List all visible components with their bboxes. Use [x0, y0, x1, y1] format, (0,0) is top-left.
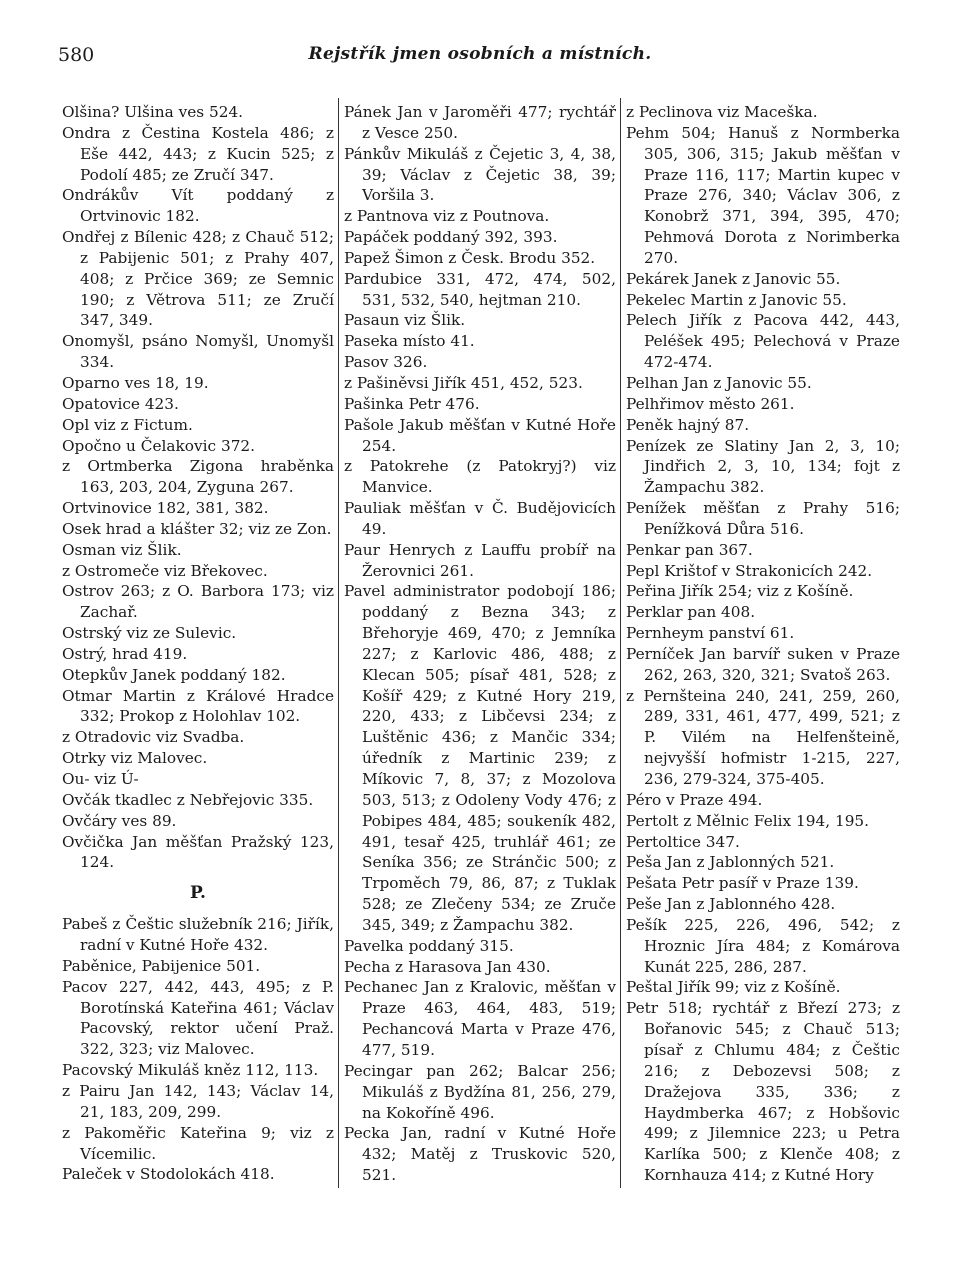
- index-entry: Pašole Jakub měšťan v Kutné Hoře 254.: [344, 415, 616, 455]
- index-entry: Pacov 227, 442, 443, 495; z P. Borotínská Kateřina 461; Václav Pacovský, rektor učení Praž. 322, 323; viz Malovec.: [62, 977, 334, 1059]
- index-entry: Opl viz z Fictum.: [62, 415, 193, 434]
- index-entry: z Ortmberka Zigona hraběnka 163, 203, 204, Zyguna 267.: [62, 457, 334, 497]
- index-entry: Opatovice 423.: [62, 394, 179, 413]
- index-entry: Ostrý, hrad 419.: [62, 644, 188, 663]
- index-entry: Pecha z Harasova Jan 430.: [344, 957, 551, 976]
- index-entry: Pertolt z Mělnic Felix 194, 195.: [626, 811, 870, 830]
- index-entry: Ovčáry ves 89.: [62, 811, 177, 830]
- column-divider: [620, 98, 621, 1188]
- index-entry: Pasov 326.: [344, 353, 428, 372]
- index-entry: Perníček Jan barvíř suken v Praze 262, 263, 320, 321; Svatoš 263.: [626, 644, 900, 684]
- index-entry: Perklar pan 408.: [626, 603, 756, 622]
- index-column-2: [344, 102, 616, 1186]
- index-entry: z Patokrehe (z Patokryj?) viz Manvice.: [344, 457, 616, 497]
- index-entry: Ondra z Čestina Kostela 486; z Eše 442, 443; z Kucin 525; z Podolí 485; ze Zručí 347.: [62, 123, 334, 184]
- index-entry: Penkar pan 367.: [626, 540, 753, 559]
- index-entry: Pabeš z Češtic služebník 216; Jiřík, radní v Kutné Hoře 432.: [62, 915, 334, 955]
- index-entry: Onomyšl, psáno Nomyšl, Unomyšl 334.: [62, 332, 334, 372]
- column-divider: [338, 98, 339, 1188]
- index-entry: Penízek ze Slatiny Jan 2, 3, 10; Jindřich 2, 3, 10, 134; fojt z Žampachu 382.: [626, 436, 900, 497]
- index-entry: Opočno u Čelakovic 372.: [62, 436, 256, 455]
- index-entry: Peřina Jiřík 254; viz z Košíně.: [626, 582, 854, 601]
- index-entry: Osek hrad a klášter 32; viz ze Zon.: [62, 519, 332, 538]
- index-entry: Pecka Jan, radní v Kutné Hoře 432; Matěj z Truskovic 520, 521.: [344, 1124, 616, 1185]
- index-entry: Pecingar pan 262; Balcar 256; Mikuláš z Bydžína 81, 256, 279, na Kokoříně 496.: [344, 1061, 616, 1122]
- index-entry: z Peclinova viz Maceška.: [626, 103, 818, 121]
- index-entry: Ondřej z Bílenic 428; z Chauč 512; z Pabijenic 501; z Prahy 407, 408; z Prčice 369; ze Semnic 190; z Větrova 511; ze Zručí 347, 349.: [62, 228, 334, 330]
- index-entry: Pašinka Petr 476.: [344, 394, 480, 413]
- index-entry: Pelhan Jan z Janovic 55.: [626, 373, 812, 392]
- index-entry: Osman viz Šlik.: [62, 540, 182, 559]
- index-entry: Otmar Martin z Králové Hradce 332; Prokop z Holohlav 102.: [62, 686, 334, 726]
- index-entry: Pernheym panství 61.: [626, 624, 795, 643]
- index-entry: Paur Henrych z Lauffu probíř na Žerovnici 261.: [344, 540, 616, 580]
- index-column-1: [62, 102, 334, 1185]
- index-entry: Pelhřimov město 261.: [626, 394, 795, 413]
- index-entry: Penížek měšťan z Prahy 516; Penížková Důra 516.: [626, 499, 900, 538]
- index-entry: z Otradovic viz Svadba.: [62, 728, 245, 747]
- index-entry: Pešata Petr pasíř v Praze 139.: [626, 874, 859, 893]
- index-entry: Ovčák tkadlec z Nebřejovic 335.: [62, 790, 314, 809]
- index-entry: Ostrov 263; z O. Barbora 173; viz Zachař.: [62, 582, 334, 622]
- index-entry: Papáček poddaný 392, 393.: [344, 228, 558, 247]
- index-entry: Pepl Krištof v Strakonicích 242.: [626, 561, 873, 580]
- index-entry: Papež Šimon z Česk. Brodu 352.: [344, 248, 596, 267]
- section-heading: P.: [190, 883, 206, 904]
- index-entry: Pešík 225, 226, 496, 542; z Hroznic Jíra 484; z Komárova Kunát 225, 286, 287.: [626, 915, 900, 976]
- index-entry: Pánkův Mikuláš z Čejetic 3, 4, 38, 39; Václav z Čejetic 38, 39; Voršila 3.: [344, 144, 616, 205]
- index-entry: Paseka místo 41.: [344, 332, 475, 351]
- index-entry: Pardubice 331, 472, 474, 502, 531, 532, 540, hejtman 210.: [344, 269, 616, 309]
- index-entry: Peněk hajný 87.: [626, 415, 750, 434]
- index-entry: Pauliak měšťan v Č. Budějovicích 49.: [344, 499, 616, 538]
- index-entry: Pertoltice 347.: [626, 832, 740, 851]
- index-entry: Pasaun viz Šlik.: [344, 311, 466, 330]
- index-entry: Olšina? Ulšina ves 524.: [62, 103, 244, 121]
- index-entry: Ortvinovice 182, 381, 382.: [62, 499, 269, 518]
- index-entry: Peše Jan z Jablonného 428.: [626, 895, 836, 914]
- index-entry: Ostrský viz ze Sulevic.: [62, 624, 237, 643]
- index-entry: z Pantnova viz z Poutnova.: [344, 207, 550, 226]
- index-entry: Ondrákův Vít poddaný z Ortvinovic 182.: [62, 186, 334, 226]
- index-entry: Pacovský Mikuláš kněz 112, 113.: [62, 1061, 319, 1080]
- index-entry: Paleček v Stodolokách 418.: [62, 1165, 275, 1184]
- page-header: [58, 44, 902, 78]
- index-entry: Pánek Jan v Jaroměři 477; rychtář z Vesce 250.: [344, 103, 616, 142]
- index-entry: z Pernšteina 240, 241, 259, 260, 289, 331, 461, 477, 499, 521; z P. Vilém na Helfenšteině, nejvyšší hofmistr 1-215, 227, 236, 279-324, 375-405.: [626, 686, 900, 788]
- index-entry: Pavelka poddaný 315.: [344, 936, 514, 955]
- index-entry: Pechanec Jan z Kralovic, měšťan v Praze 463, 464, 483, 519; Pechancová Marta v Praze 476, 477, 519.: [344, 978, 616, 1059]
- index-entry: Oparno ves 18, 19.: [62, 373, 209, 392]
- running-title: Rejstřík jmen osobních a místních.: [308, 44, 652, 64]
- index-entry: Péro v Praze 494.: [626, 790, 763, 809]
- index-entry: Pekárek Janek z Janovic 55.: [626, 269, 841, 288]
- index-entry: Otrky viz Malovec.: [62, 749, 208, 768]
- page-number: 580: [58, 44, 95, 66]
- index-entry: Ou- viz Ú-: [62, 770, 139, 788]
- index-entry: Petr 518; rychtář z Březí 273; z Bořanovic 545; z Chauč 513; písař z Chlumu 484; z Češtic 216; z Debozevsi 508; z Dražejova 335, 336; z Haydmberka 467; z Hobšovic 499; z Jilemnice 223; u Petra Karlíka 500; z Klenče 408; z Kornhauza 414; z Kutné Hory: [626, 999, 900, 1185]
- index-entry: Pehm 504; Hanuš z Normberka 305, 306, 315; Jakub měšťan v Praze 116, 117; Martin kupec v Praze 276, 340; Václav 306, z Konobrž 371, 394, 395, 470; Pehmová Dorota z Norimberka 270.: [626, 123, 900, 267]
- index-entry: z Pairu Jan 142, 143; Václav 14, 21, 183, 209, 299.: [62, 1081, 334, 1121]
- index-entry: Pelech Jiřík z Pacova 442, 443, Peléšek 495; Pelechová v Praze 472-474.: [626, 311, 900, 372]
- index-entry: Peštal Jiřík 99; viz z Košíně.: [626, 978, 841, 997]
- index-column-3: [626, 102, 900, 1186]
- index-entry: Paběnice, Pabijenice 501.: [62, 956, 261, 975]
- index-entry: Peša Jan z Jablonných 521.: [626, 853, 835, 872]
- index-entry: Pavel administrator podobojí 186; poddaný z Bezna 343; z Břehoryje 469, 470; z Jemníka 227; z Karlovic 486, 488; z Klecan 505; písař 481, 528; z Košíř 429; z Kutné Hory 219, 220, 433; z Libčevsi 234; z Luštěnic 436; z Mančic 334; úředník z Martinic 239; z Míkovic 7, 8, 37; z Mozolova 503, 513; z Odoleny Vody 476; z Pobipes 484, 485; soukeník 482, 491, tesař 425, truhlář 461; ze Seníka 356; ze Stránčic 500; z Trpoměch 79, 86, 87; z Tuklak 528; ze Zlečeny 534; ze Zruče 345, 349; z Žampachu 382.: [344, 582, 616, 934]
- index-entry: z Pašiněvsi Jiřík 451, 452, 523.: [344, 373, 583, 392]
- index-entry: Ovčička Jan měšťan Pražský 123, 124.: [62, 832, 334, 872]
- index-entry: Otepkův Janek poddaný 182.: [62, 665, 286, 684]
- index-entry: Pekelec Martin z Janovic 55.: [626, 290, 847, 309]
- index-entry: z Pakoměřic Kateřina 9; viz z Vícemilic.: [62, 1123, 334, 1163]
- index-entry: z Ostromeče viz Břekovec.: [62, 561, 268, 580]
